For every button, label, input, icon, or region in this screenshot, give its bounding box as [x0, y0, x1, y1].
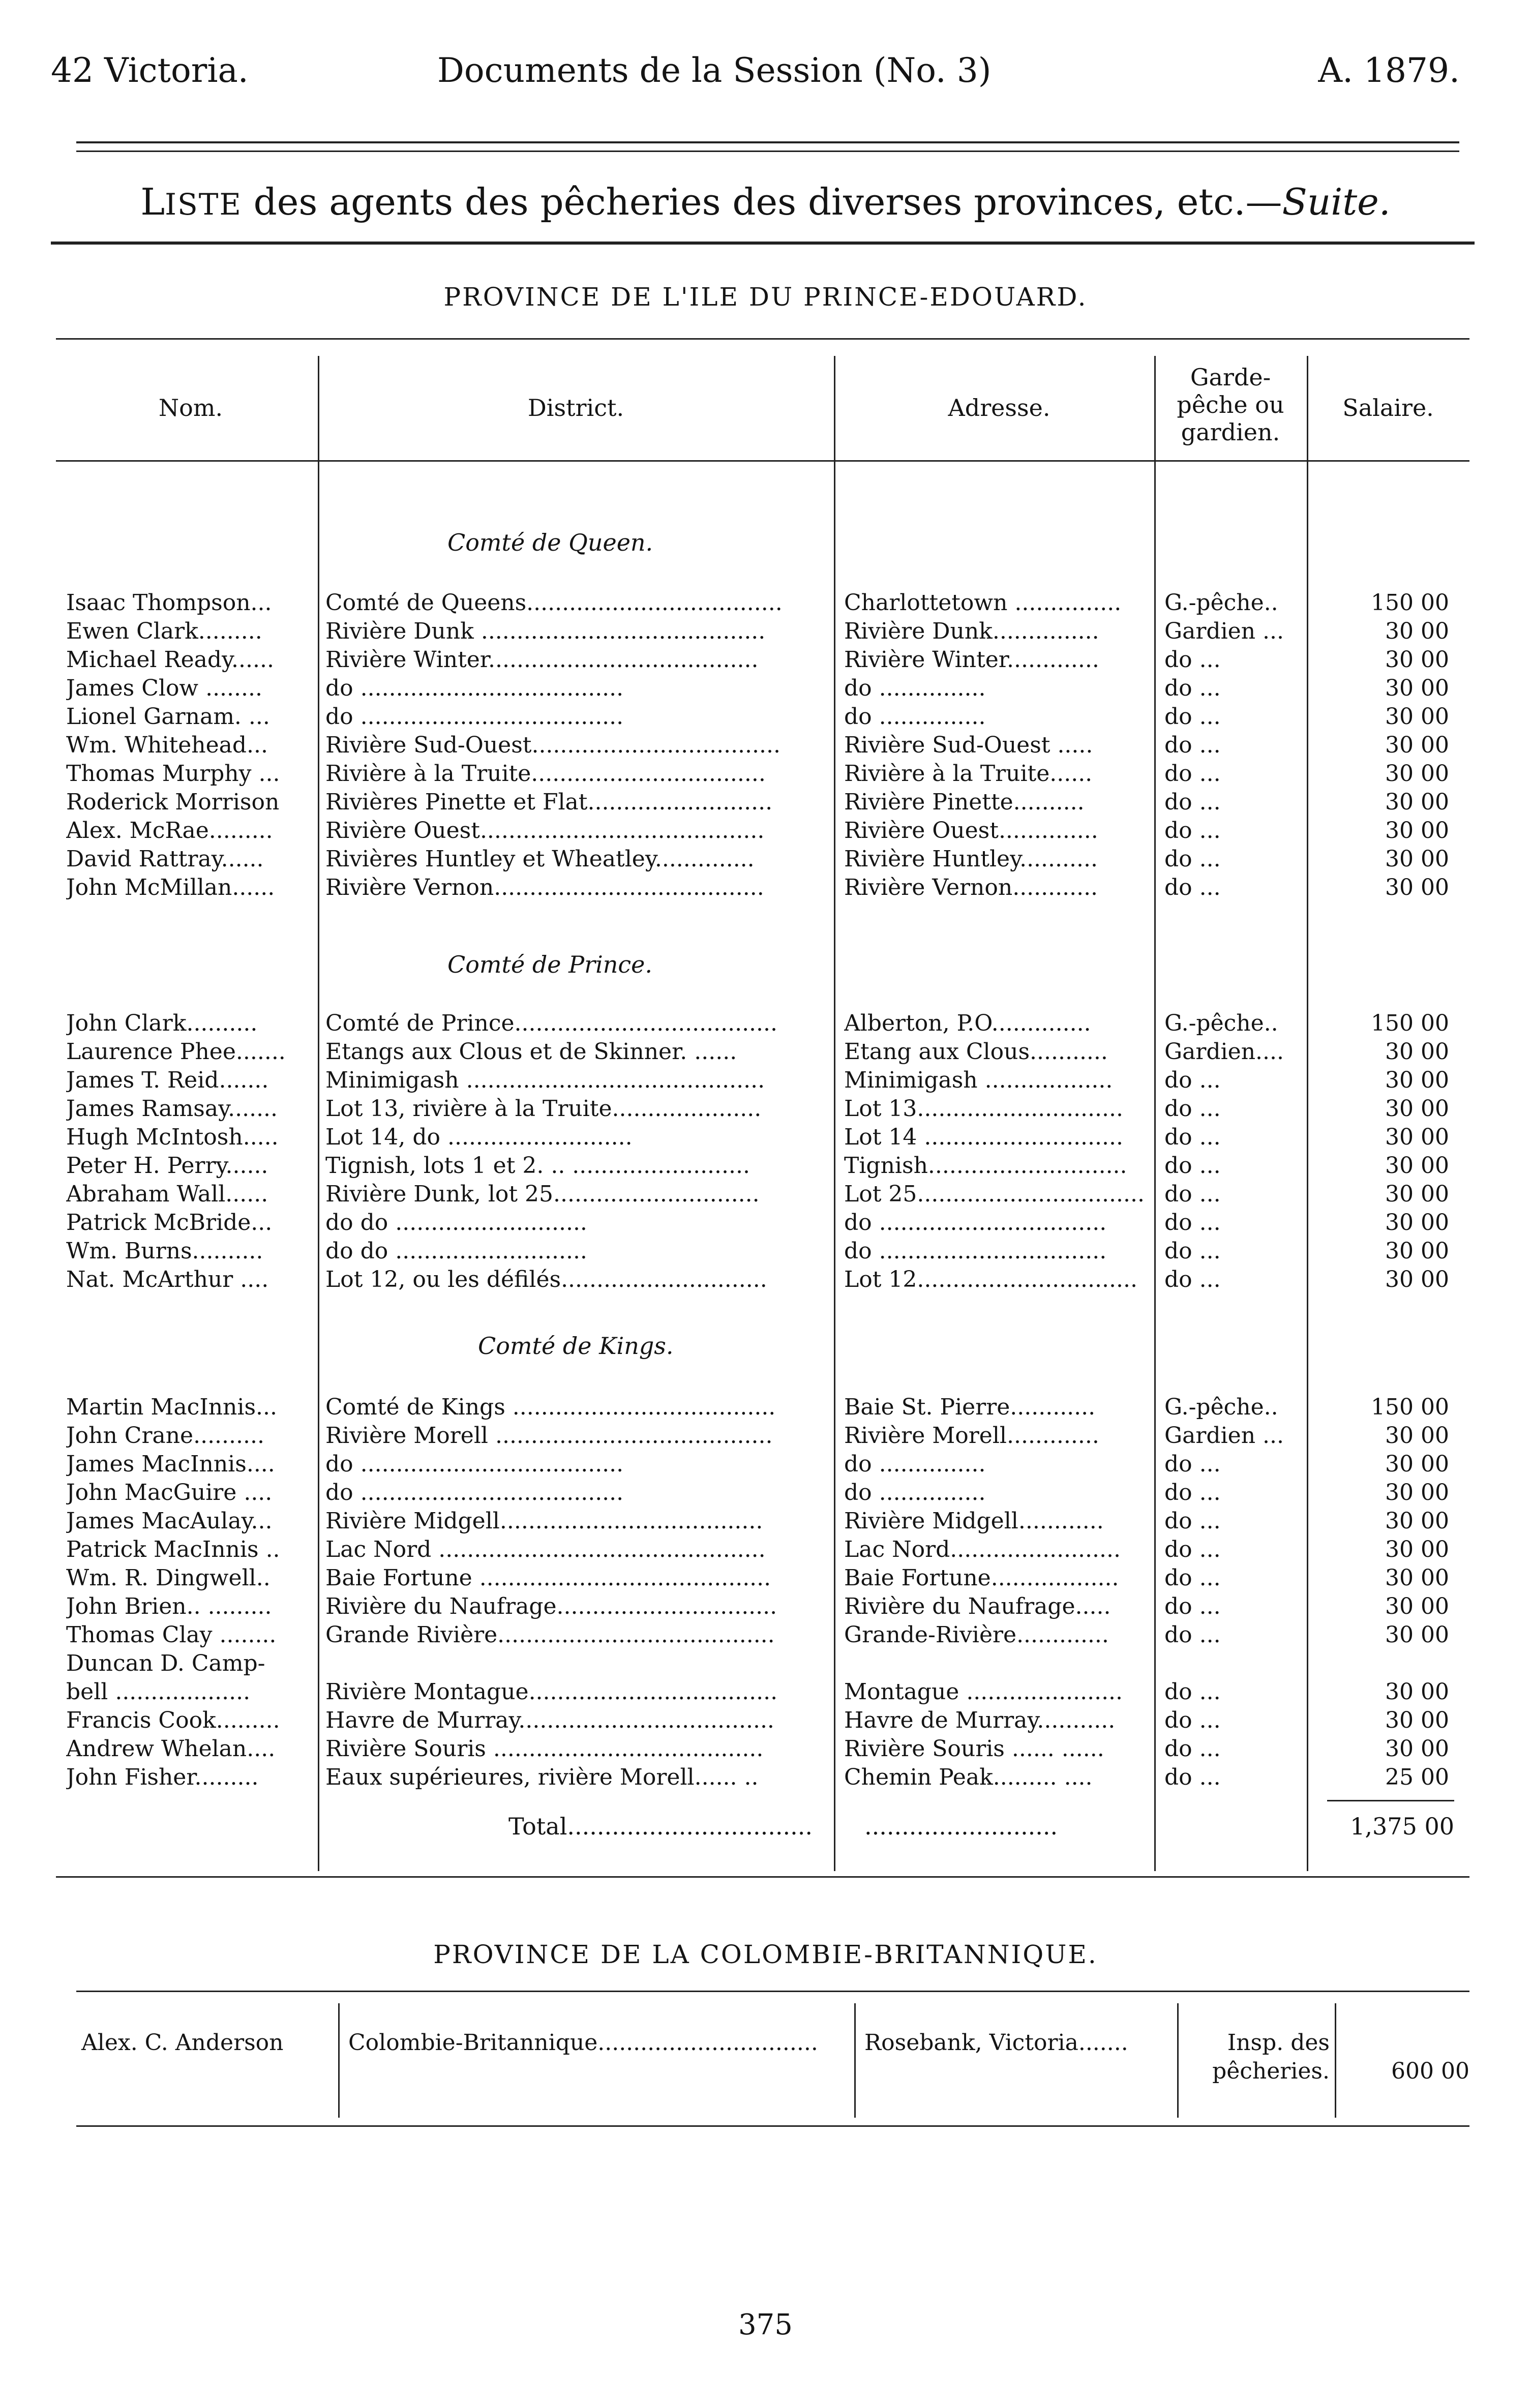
bc-garde-line1: Insp. des — [1227, 2030, 1330, 2056]
cell-adresse: do ................................ — [844, 1238, 1107, 1264]
cell-adresse: Rivière Ouest.............. — [844, 818, 1098, 844]
col-header-salaire: Salaire. — [1342, 394, 1434, 422]
cell-salaire: 30 00 — [1385, 1181, 1449, 1207]
cell-district: Eaux supérieures, rivière Morell...... .. — [325, 1764, 759, 1790]
cell-garde: do ... — [1164, 1622, 1221, 1648]
cell-adresse: Montague ...................... — [844, 1679, 1123, 1705]
cell-nom: Michael Ready...... — [66, 647, 274, 673]
cell-nom: Ewen Clark......... — [66, 618, 262, 644]
running-head-left: 42 Victoria. — [51, 51, 249, 90]
cell-salaire: 30 00 — [1385, 647, 1449, 673]
cell-salaire: 30 00 — [1385, 1622, 1449, 1648]
cell-nom: Wm. R. Dingwell.. — [66, 1565, 271, 1591]
cell-nom: John Brien.. ......... — [66, 1593, 272, 1619]
cell-district: Lot 12, ou les défilés............................. — [325, 1267, 767, 1292]
title-rule — [51, 242, 1475, 245]
table-row — [0, 1706, 1531, 1735]
cell-adresse: Rivière Huntley........... — [844, 846, 1098, 872]
cell-district: do do ........................... — [325, 1210, 587, 1236]
cell-salaire: 30 00 — [1385, 1096, 1449, 1122]
cell-salaire: 30 00 — [1385, 1593, 1449, 1619]
cell-garde: Gardien.... — [1164, 1039, 1284, 1065]
bc-col-rule-2 — [854, 2003, 856, 2118]
list-title-initial: L — [140, 180, 165, 223]
cell-garde: do ... — [1164, 1508, 1221, 1534]
cell-nom: Laurence Phee....... — [66, 1039, 286, 1065]
cell-adresse: Chemin Peak......... .... — [844, 1764, 1093, 1790]
table-row — [0, 1180, 1531, 1209]
cell-adresse: Rivière Vernon............ — [844, 875, 1098, 900]
cell-nom: Alex. McRae......... — [66, 818, 273, 844]
cell-garde: do ... — [1164, 1451, 1221, 1477]
cell-adresse: do ............... — [844, 1451, 986, 1477]
list-title-caps: ISTE — [165, 187, 242, 222]
running-head — [51, 51, 1480, 97]
cell-garde: do ... — [1164, 1124, 1221, 1150]
cell-district: Rivières Pinette et Flat.......................... — [325, 789, 773, 815]
col-header-garde-line1: Garde- — [1190, 364, 1271, 391]
cell-adresse: Rivière Pinette.......... — [844, 789, 1085, 815]
cell-nom: Abraham Wall...... — [66, 1181, 268, 1207]
cell-garde: do ... — [1164, 1537, 1221, 1562]
cell-district: Rivières Huntley et Wheatley.............. — [325, 846, 755, 872]
cell-salaire: 30 00 — [1385, 618, 1449, 644]
cell-nom: Andrew Whelan.... — [66, 1736, 276, 1762]
cell-district: Rivière du Naufrage............................... — [325, 1593, 777, 1619]
total-sum-rule — [1327, 1800, 1454, 1801]
running-head-right: A. 1879. — [1318, 51, 1460, 90]
table-row — [0, 788, 1531, 817]
cell-adresse: Rivière du Naufrage..... — [844, 1593, 1111, 1619]
cell-garde: do ... — [1164, 1679, 1221, 1705]
cell-nom: Wm. Whitehead... — [66, 732, 268, 758]
table-row — [0, 1422, 1531, 1450]
cell-district: Comté de Queens.................................... — [325, 590, 783, 616]
table-row — [0, 1621, 1531, 1649]
table-row — [0, 1209, 1531, 1237]
cell-district: Etangs aux Clous et de Skinner. ...... — [325, 1039, 737, 1065]
cell-salaire: 150 00 — [1371, 1394, 1449, 1420]
cell-nom: Patrick McBride... — [66, 1210, 273, 1236]
cell-district: Rivière Winter...................................... — [325, 647, 759, 673]
table-row — [0, 1038, 1531, 1066]
bc-salaire: 600 00 — [1391, 2058, 1469, 2084]
cell-district: Lot 14, do .......................... — [325, 1124, 633, 1150]
table-row — [0, 1678, 1531, 1706]
cell-salaire: 30 00 — [1385, 704, 1449, 730]
cell-adresse: Alberton, P.O.............. — [844, 1010, 1091, 1036]
table-row — [0, 1152, 1531, 1180]
cell-salaire: 30 00 — [1385, 1039, 1449, 1065]
cell-nom: Lionel Garnam. ... — [66, 704, 270, 730]
cell-nom: Wm. Burns.......... — [66, 1238, 263, 1264]
cell-adresse: do ............... — [844, 704, 986, 730]
cell-district: Comté de Kings ..................................... — [325, 1394, 776, 1420]
table-row — [0, 874, 1531, 902]
cell-nom: Roderick Morrison — [66, 789, 280, 815]
cell-nom: Patrick MacInnis .. — [66, 1537, 280, 1562]
cell-garde: do ... — [1164, 1565, 1221, 1591]
cell-salaire: 30 00 — [1385, 1124, 1449, 1150]
head-rule-2 — [76, 150, 1459, 152]
table-row — [0, 1763, 1531, 1792]
running-head-center: Documents de la Session (No. 3) — [437, 51, 992, 90]
pei-table-header-rule — [56, 460, 1469, 462]
bc-col-rule-3 — [1177, 2003, 1179, 2118]
cell-garde: do ... — [1164, 1210, 1221, 1236]
cell-nom: Thomas Murphy ... — [66, 761, 280, 787]
table-row — [0, 1066, 1531, 1095]
cell-district: Lac Nord .............................................. — [325, 1537, 766, 1562]
cell-salaire: 30 00 — [1385, 1679, 1449, 1705]
bc-table-top-rule — [76, 1991, 1469, 1992]
pei-table-bottom-rule — [56, 1876, 1469, 1878]
cell-salaire: 30 00 — [1385, 1537, 1449, 1562]
cell-garde: Gardien ... — [1164, 618, 1284, 644]
cell-salaire: 30 00 — [1385, 1210, 1449, 1236]
cell-salaire: 25 00 — [1385, 1764, 1449, 1790]
cell-district: do ..................................... — [325, 704, 624, 730]
col-header-garde-line2: pêche ou — [1177, 391, 1284, 418]
table-row — [0, 1450, 1531, 1479]
cell-nom: David Rattray...... — [66, 846, 264, 872]
cell-adresse: Lot 12............................... — [844, 1267, 1137, 1292]
table-row — [0, 674, 1531, 703]
cell-salaire: 30 00 — [1385, 1238, 1449, 1264]
cell-garde: do ... — [1164, 1707, 1221, 1733]
cell-district: Rivière Montague................................... — [325, 1679, 778, 1705]
cell-district: Rivière Ouest........................................ — [325, 818, 765, 844]
cell-adresse: Minimigash .................. — [844, 1067, 1113, 1093]
table-row — [0, 1095, 1531, 1123]
cell-salaire: 30 00 — [1385, 1267, 1449, 1292]
cell-garde: do ... — [1164, 875, 1221, 900]
cell-nom: Martin MacInnis... — [66, 1394, 277, 1420]
table-row — [0, 589, 1531, 617]
cell-garde: do ... — [1164, 1181, 1221, 1207]
table-row — [0, 1009, 1531, 1038]
cell-salaire: 30 00 — [1385, 1153, 1449, 1179]
bc-col-rule-4 — [1335, 2003, 1336, 2118]
cell-garde: G.-pêche.. — [1164, 1394, 1278, 1420]
cell-district: Comté de Prince..................................... — [325, 1010, 778, 1036]
cell-garde: do ... — [1164, 1267, 1221, 1292]
bc-table-bottom-rule — [76, 2125, 1469, 2127]
cell-nom: Peter H. Perry...... — [66, 1153, 268, 1179]
cell-salaire: 30 00 — [1385, 1508, 1449, 1534]
bc-adresse: Rosebank, Victoria....... — [864, 2030, 1128, 2056]
total-dots: .......................... — [864, 1813, 1058, 1840]
cell-salaire: 30 00 — [1385, 846, 1449, 872]
cell-salaire: 30 00 — [1385, 1707, 1449, 1733]
table-row — [0, 1237, 1531, 1266]
cell-garde: do ... — [1164, 1067, 1221, 1093]
col-header-district: District. — [527, 394, 624, 422]
cell-district: Grande Rivière....................................... — [325, 1622, 775, 1648]
cell-adresse: Lot 14 ............................ — [844, 1124, 1123, 1150]
cell-adresse: Lot 13............................. — [844, 1096, 1123, 1122]
cell-adresse: Rivière Midgell............ — [844, 1508, 1104, 1534]
cell-nom: Isaac Thompson... — [66, 590, 272, 616]
cell-salaire: 150 00 — [1371, 1010, 1449, 1036]
cell-adresse: do ............... — [844, 1480, 986, 1506]
cell-district: Rivière Morell ....................................... — [325, 1423, 773, 1449]
cell-district: Minimigash .......................................... — [325, 1067, 765, 1093]
cell-adresse: Rivière Dunk............... — [844, 618, 1099, 644]
cell-salaire: 30 00 — [1385, 875, 1449, 900]
table-row — [0, 646, 1531, 674]
cell-adresse: Etang aux Clous........... — [844, 1039, 1108, 1065]
cell-nom: Hugh McIntosh..... — [66, 1124, 279, 1150]
cell-nom: John Clark.......... — [66, 1010, 258, 1036]
cell-garde: do ... — [1164, 1593, 1221, 1619]
cell-district: do ..................................... — [325, 1451, 624, 1477]
bc-nom: Alex. C. Anderson — [81, 2030, 284, 2056]
cell-nom: John Fisher......... — [66, 1764, 259, 1790]
cell-nom: James T. Reid....... — [66, 1067, 269, 1093]
cell-garde: do ... — [1164, 761, 1221, 787]
page-number: 375 — [738, 2308, 793, 2341]
cell-district: Rivière à la Truite................................. — [325, 761, 766, 787]
county-heading-queen: Comté de Queen. — [447, 529, 653, 556]
cell-nom: John MacGuire .... — [66, 1480, 273, 1506]
cell-nom: Thomas Clay ........ — [66, 1622, 277, 1648]
table-row — [0, 817, 1531, 845]
col-header-adresse: Adresse. — [948, 394, 1050, 422]
cell-garde: do ... — [1164, 1736, 1221, 1762]
cell-nom: Nat. McArthur .... — [66, 1267, 269, 1292]
list-title — [0, 180, 1531, 223]
cell-district: Rivière Dunk ........................................ — [325, 618, 766, 644]
cell-garde: do ... — [1164, 1096, 1221, 1122]
cell-district: Rivière Sud-Ouest................................... — [325, 732, 780, 758]
table-row — [0, 1564, 1531, 1592]
list-title-suite: Suite. — [1282, 180, 1391, 223]
cell-nom: James Ramsay....... — [66, 1096, 278, 1122]
cell-adresse: Grande-Rivière............. — [844, 1622, 1109, 1648]
bc-district: Colombie-Britannique............................... — [348, 2030, 818, 2056]
cell-district: Rivière Midgell..................................... — [325, 1508, 763, 1534]
cell-garde: do ... — [1164, 704, 1221, 730]
cell-nom: Duncan D. Camp- — [66, 1650, 265, 1676]
table-row — [0, 1479, 1531, 1507]
total-label: Total................................. — [508, 1813, 813, 1840]
col-header-nom: Nom. — [158, 394, 223, 422]
col-header-garde — [1159, 364, 1302, 446]
table-row — [0, 1507, 1531, 1536]
cell-adresse: do ............... — [844, 675, 986, 701]
cell-district: do ..................................... — [325, 675, 624, 701]
cell-district: Baie Fortune ......................................... — [325, 1565, 771, 1591]
head-rule-1 — [76, 141, 1459, 143]
cell-district: do ..................................... — [325, 1480, 624, 1506]
cell-salaire: 30 00 — [1385, 675, 1449, 701]
cell-garde: do ... — [1164, 732, 1221, 758]
cell-nom: James MacAulay... — [66, 1508, 273, 1534]
cell-adresse: Havre de Murray........... — [844, 1707, 1116, 1733]
cell-district: Rivière Vernon...................................... — [325, 875, 764, 900]
bc-garde-line2: pêcheries. — [1212, 2058, 1330, 2084]
cell-nom: James Clow ........ — [66, 675, 262, 701]
cell-garde: do ... — [1164, 675, 1221, 701]
cell-adresse: Rivière Winter............. — [844, 647, 1099, 673]
cell-adresse: Baie St. Pierre............ — [844, 1394, 1096, 1420]
cell-salaire: 30 00 — [1385, 761, 1449, 787]
cell-adresse: Tignish............................ — [844, 1153, 1127, 1179]
bc-province-title: PROVINCE DE LA COLOMBIE-BRITANNIQUE. — [433, 1940, 1098, 1969]
cell-garde: do ... — [1164, 846, 1221, 872]
cell-adresse: Charlottetown ............... — [844, 590, 1122, 616]
cell-adresse: Rivière Souris ...... ...... — [844, 1736, 1104, 1762]
table-row — [0, 760, 1531, 788]
cell-district: Tignish, lots 1 et 2. .. ......................... — [325, 1153, 750, 1179]
table-row — [0, 1393, 1531, 1422]
cell-nom: James MacInnis.... — [66, 1451, 275, 1477]
cell-salaire: 30 00 — [1385, 818, 1449, 844]
cell-garde: G.-pêche.. — [1164, 1010, 1278, 1036]
cell-district: Lot 13, rivière à la Truite..................... — [325, 1096, 762, 1122]
cell-adresse: Lac Nord........................ — [844, 1537, 1121, 1562]
cell-salaire: 30 00 — [1385, 1565, 1449, 1591]
cell-garde: do ... — [1164, 1480, 1221, 1506]
cell-district: do do ........................... — [325, 1238, 587, 1264]
cell-adresse: Rivière Morell............. — [844, 1423, 1099, 1449]
pei-province-title: PROVINCE DE L'ILE DU PRINCE-EDOUARD. — [443, 282, 1088, 312]
county-heading-kings: Comté de Kings. — [478, 1332, 674, 1360]
cell-adresse: Lot 25................................ — [844, 1181, 1145, 1207]
cell-adresse: do ................................ — [844, 1210, 1107, 1236]
cell-district: Rivière Souris ...................................... — [325, 1736, 764, 1762]
cell-salaire: 150 00 — [1371, 590, 1449, 616]
table-row — [0, 1266, 1531, 1294]
cell-salaire: 30 00 — [1385, 1423, 1449, 1449]
cell-salaire: 30 00 — [1385, 1451, 1449, 1477]
table-row — [0, 1649, 1531, 1678]
cell-salaire: 30 00 — [1385, 1480, 1449, 1506]
cell-salaire: 30 00 — [1385, 1067, 1449, 1093]
table-row — [0, 845, 1531, 874]
cell-nom: Francis Cook......... — [66, 1707, 280, 1733]
cell-garde: G.-pêche.. — [1164, 590, 1278, 616]
table-row — [0, 731, 1531, 760]
table-row — [0, 1123, 1531, 1152]
cell-adresse: Rivière Sud-Ouest ..... — [844, 732, 1093, 758]
cell-salaire: 30 00 — [1385, 1736, 1449, 1762]
cell-garde: do ... — [1164, 1153, 1221, 1179]
cell-garde: do ... — [1164, 818, 1221, 844]
list-title-text: des agents des pêcheries des diverses provinces, etc.— — [242, 180, 1282, 223]
pei-table-top-rule — [56, 338, 1469, 340]
cell-district: Havre de Murray.................................... — [325, 1707, 774, 1733]
table-row — [0, 1735, 1531, 1763]
cell-adresse: Baie Fortune.................. — [844, 1565, 1119, 1591]
bc-col-rule-1 — [338, 2003, 340, 2118]
table-row — [0, 1536, 1531, 1564]
table-row — [0, 1592, 1531, 1621]
cell-garde: do ... — [1164, 1238, 1221, 1264]
col-header-garde-line3: gardien. — [1181, 418, 1280, 446]
cell-nom: John McMillan...... — [66, 875, 275, 900]
cell-nom: bell ................... — [66, 1679, 251, 1705]
cell-garde: do ... — [1164, 647, 1221, 673]
cell-salaire: 30 00 — [1385, 732, 1449, 758]
table-row — [0, 617, 1531, 646]
cell-garde: do ... — [1164, 789, 1221, 815]
total-value: 1,375 00 — [1350, 1813, 1454, 1840]
cell-garde: Gardien ... — [1164, 1423, 1284, 1449]
county-heading-prince: Comté de Prince. — [447, 951, 653, 978]
table-row — [0, 703, 1531, 731]
cell-salaire: 30 00 — [1385, 789, 1449, 815]
cell-nom: John Crane.......... — [66, 1423, 264, 1449]
cell-district: Rivière Dunk, lot 25............................. — [325, 1181, 760, 1207]
cell-adresse: Rivière à la Truite...... — [844, 761, 1093, 787]
cell-garde: do ... — [1164, 1764, 1221, 1790]
